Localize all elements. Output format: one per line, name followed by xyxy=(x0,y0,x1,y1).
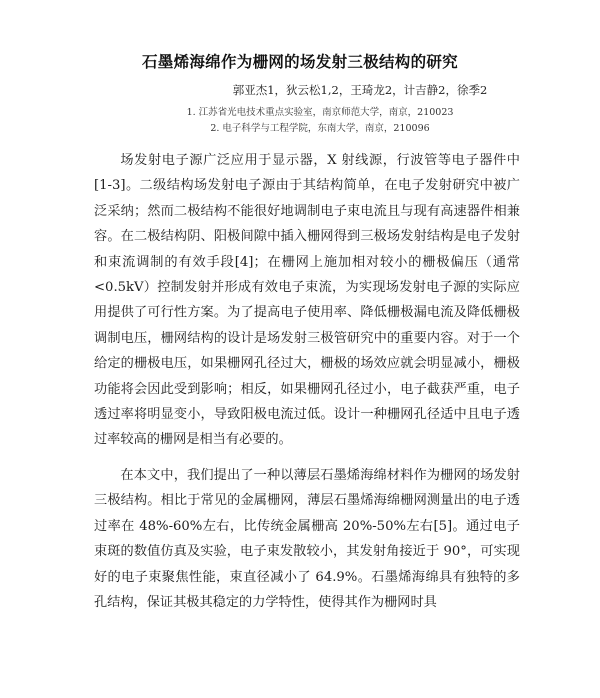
affiliation-2: 2. 电子科学与工程学院，东南大学，南京，210096 xyxy=(210,123,430,134)
affiliation-1: 1. 江苏省光电技术重点实验室，南京师范大学，南京，210023 xyxy=(186,107,454,118)
paragraph-2: 在本文中，我们提出了一种以薄层石墨烯海绵材料作为栅网的场发射三极结构。相比于常见的金属栅网，薄层石墨烯海绵栅网测量出的电子透过率在 48%-60%左右，比传统金属栅高 20%-50%左右[5]。通过电子束斑的数值仿真及实验，电子束发散较小，其发射角接近于 90°，可实现好的电子束聚焦性能，束直径减小了 64.9%。石墨烯海绵具有独特的多孔结构，保证其极其稳定的力学特性，使得其作为栅网时具 xyxy=(94,467,520,610)
paper-title: 石墨烯海绵作为栅网的场发射三极结构的研究 xyxy=(141,53,458,71)
body-text xyxy=(94,148,520,615)
paragraph-1: 场发射电子源广泛应用于显示器，X 射线源，行波管等电子器件中[1-3]。二级结构场发射电子源由于其结构简单，在电子发射研究中被广泛采纳；然而二极结构不能很好地调制电子束电流且与现有高速器件相兼容。在二极结构阴、阳极间隙中插入栅网得到三极场发射结构是电子发射和束流调制的有效手段[4]；在栅网上施加相对较小的栅极偏压（通常<0.5kV）控制发射并形成有效电子束流，为实现场发射电子源的实际应用提供了可行性方案。为了提高电子使用率、降低栅极漏电流及降低栅极调制电压，栅网结构的设计是场发射三极管研究中的重要内容。对于一个给定的栅极电压，如果栅网孔径过大，栅极的场效应就会明显减小，栅极功能将会因此受到影响；相反，如果栅网孔径过小，电子截获严重，电子透过率将明显变小，导致阳极电流过低。设计一种栅网孔径适中且电子透过率较高的栅网是相当有必要的。 xyxy=(94,153,520,448)
author-list: 郭亚杰1，狄云松1,2，王琦龙2，计吉静2，徐季2 xyxy=(232,83,488,97)
